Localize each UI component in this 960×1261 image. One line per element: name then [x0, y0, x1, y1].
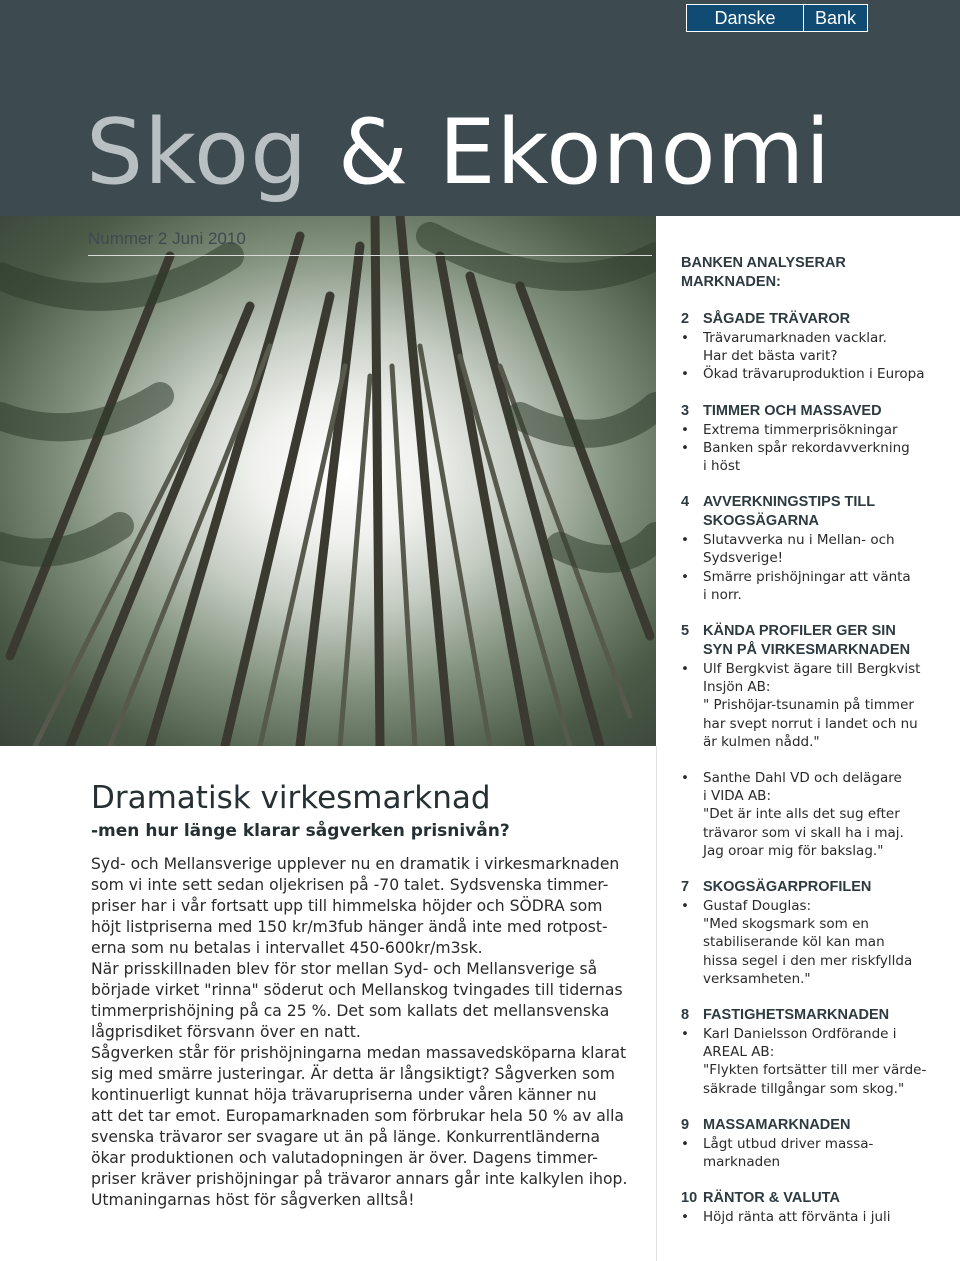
section-title-line: MASSAMARKNADEN [703, 1116, 851, 1133]
lead-article [91, 778, 651, 1211]
section-title-line: AVVERKNINGSTIPS TILL [703, 494, 876, 511]
section-title-text [703, 402, 882, 421]
bullet-icon: • [681, 1026, 689, 1043]
article-line: När prisskillnaden blev för stor mellan Syd- och Mellansverige så [91, 960, 598, 978]
bullet-line: är kulmen nådd." [703, 733, 820, 750]
page-number: 7 [681, 879, 690, 896]
page-number: 4 [681, 494, 690, 511]
section-title [681, 878, 949, 897]
contents-section [681, 402, 949, 476]
logo-text-right: Bank [804, 5, 867, 31]
contents-section [681, 1006, 949, 1098]
publication-title [86, 88, 831, 218]
section-title [681, 622, 949, 660]
bullet-line: Höjd ränta att förvänta i juli [703, 1209, 891, 1226]
section-title-text [703, 622, 910, 660]
bullet-line: Ökad trävaruproduktion i Europa [703, 366, 925, 383]
bullet-line: Gustaf Douglas: [703, 898, 812, 915]
bullet-icon: • [681, 421, 689, 438]
section-title-text [703, 1116, 850, 1135]
bullet-list [681, 421, 949, 476]
bullet-list [681, 1025, 949, 1098]
bullet-line: hissa segel i den mer riskfyllda [703, 952, 913, 969]
bullet-line: Slutavverka nu i Mellan- och [703, 532, 895, 549]
section-title-text [703, 1189, 840, 1208]
bullet-item [681, 365, 949, 383]
section-title [681, 493, 949, 531]
bullet-item [681, 531, 949, 567]
bullet-line: i höst [703, 458, 741, 475]
section-title-text [703, 493, 875, 531]
section-title-line: KÄNDA PROFILER GER SIN [703, 623, 896, 640]
bullet-icon: • [681, 661, 689, 678]
bullet-list [681, 1208, 949, 1226]
bullet-text [703, 421, 898, 439]
bullet-item [681, 421, 949, 439]
bullet-icon: • [681, 366, 689, 383]
contents-sidebar [681, 254, 949, 1245]
bullet-line: Trävarumarknaden vacklar. [703, 330, 887, 346]
bullet-icon: • [681, 532, 689, 549]
masthead [0, 0, 960, 216]
article-line: att det tar emot. Europamarknaden som förbrukar hela 50 % av alla [91, 1107, 624, 1125]
bullet-icon: • [681, 1209, 689, 1226]
contents-heading-line: BANKEN ANALYSERAR [681, 255, 846, 271]
bullet-line: Banken spår rekordavverkning [703, 439, 910, 456]
bullet-text [703, 568, 911, 604]
section-title-text [703, 1006, 889, 1025]
bullet-item [681, 769, 949, 860]
bullet-line: Sydsverige! [703, 550, 784, 567]
forest-photo [0, 216, 656, 746]
bullet-item [681, 660, 949, 751]
bullet-icon: • [681, 1135, 689, 1152]
bullet-line: Insjön AB: [703, 679, 771, 696]
article-line: svenska trävaror ser svagare ut än på länge. Konkurrentländerna [91, 1128, 601, 1146]
article-line: timmerprishöjning på ca 25 %. Det som kallats det mellansvenska [91, 1002, 610, 1020]
bullet-line: trävaror som vi skall ha i maj. [703, 824, 904, 841]
title-part1: Skog [86, 100, 309, 205]
section-title [681, 310, 949, 329]
bullet-item [681, 897, 949, 988]
bullet-text [703, 1135, 873, 1171]
bullet-line: AREAL AB: [703, 1044, 775, 1061]
bullet-text [703, 660, 920, 751]
page-number: 2 [681, 311, 690, 327]
bullet-text [703, 1208, 891, 1226]
section-title-line: RÄNTOR & VALUTA [703, 1190, 840, 1207]
article-line: erna som nu betalas i intervallet 450-600kr/m3sk. [91, 939, 483, 957]
article-body [91, 854, 651, 1211]
bullet-item [681, 439, 949, 475]
contents-section [681, 878, 949, 988]
article-line: lågprisdiket försvann över en natt. [91, 1023, 361, 1041]
bullet-line: säkrade tillgångar som skog." [703, 1080, 905, 1097]
bullet-text [703, 365, 924, 383]
article-line: priser kräver prishöjningar på trävaror annars går inte kalkylen ihop. [91, 1170, 628, 1188]
section-title [681, 1006, 949, 1025]
bullet-line: Jag oroar mig för bakslag." [703, 842, 884, 859]
bullet-text [703, 329, 887, 365]
logo-text-left: Danske [687, 5, 804, 31]
bullet-item [681, 1025, 949, 1098]
bullet-line: "Med skogsmark som en [703, 916, 869, 933]
bullet-icon: • [681, 568, 689, 585]
bullet-line: marknaden [703, 1154, 781, 1171]
contents-sections [681, 310, 949, 1227]
page-number: 3 [681, 402, 690, 419]
bullet-line: stabiliserande köl kan man [703, 934, 885, 951]
bullet-item [681, 568, 949, 604]
bullet-list [681, 329, 949, 384]
bullet-line: i norr. [703, 586, 742, 603]
section-title-text [703, 310, 850, 329]
bullet-text [703, 897, 912, 988]
page-number: 8 [681, 1007, 690, 1024]
bullet-line: Smärre prishöjningar att vänta [703, 568, 911, 585]
issue-divider [88, 255, 652, 256]
bullet-list [681, 1135, 949, 1171]
bullet-item [681, 329, 949, 365]
bullet-icon: • [681, 898, 689, 915]
section-title-line: TIMMER OCH MASSAVED [703, 402, 882, 419]
section-title [681, 1189, 949, 1208]
article-line: kontinuerligt kunnat höja trävarupriserna under våren känner nu [91, 1086, 597, 1104]
contents-heading [681, 254, 949, 292]
bullet-text [703, 439, 910, 475]
bullet-item [681, 1208, 949, 1226]
bullet-text [703, 531, 895, 567]
bullet-line: verksamheten." [703, 970, 811, 987]
section-title-line: SYN PÅ VIRKESMARKNADEN [703, 642, 911, 659]
forest-trees-illustration [0, 216, 656, 746]
issue-label: Nummer 2 Juni 2010 [88, 229, 246, 248]
article-subtitle: -men hur länge klarar sågverken prisnivån? [91, 821, 510, 841]
article-line: som vi inte sett sedan oljekrisen på -70 talet. Sydsvenska timmer- [91, 876, 609, 894]
bullet-line: Lågt utbud driver massa- [703, 1135, 874, 1152]
bullet-text [703, 1025, 926, 1098]
article-line: priser har i vår fortsatt upp till himmelska höjder och SÖDRA som [91, 897, 603, 915]
bullet-line: "Det är inte alls det sug efter [703, 806, 900, 823]
section-title [681, 402, 949, 421]
column-divider [656, 746, 657, 1261]
bullet-line: har svept norrut i landet och nu [703, 715, 918, 732]
contents-section [681, 622, 949, 860]
bullet-icon: • [681, 770, 689, 787]
page-number: 9 [681, 1116, 690, 1133]
article-title: Dramatisk virkesmarknad [91, 780, 491, 816]
bullet-line: Ulf Bergkvist ägare till Bergkvist [703, 661, 921, 678]
article-line: ökar produktionen och valutadopningen är över. Dagens timmer- [91, 1149, 598, 1167]
bullet-list [681, 897, 949, 988]
page-number: 5 [681, 623, 690, 640]
danske-bank-logo [686, 4, 868, 32]
contents-section [681, 1189, 949, 1226]
article-line: höjt listpriserna med 150 kr/m3fub hänger ändå inte med rotpost- [91, 918, 608, 936]
bullet-line: Santhe Dahl VD och delägare [703, 770, 902, 787]
bullet-line: "Flykten fortsätter till mer värde- [703, 1062, 927, 1079]
section-title-line: SKOGSÄGARPROFILEN [703, 879, 872, 896]
bullet-icon: • [681, 439, 689, 456]
bullet-line: i VIDA AB: [703, 788, 771, 805]
bullet-list [681, 660, 949, 860]
page-number: 10 [681, 1190, 698, 1207]
bullet-line: Karl Danielsson Ordförande i [703, 1026, 897, 1043]
bullet-item [681, 1135, 949, 1171]
article-line: Syd- och Mellansverige upplever nu en dramatik i virkesmarknaden [91, 855, 620, 873]
bullet-line: Har det bästa varit? [703, 348, 838, 365]
article-line: började virket "rinna" söderut och Mellanskog tvingades till tidernas [91, 981, 623, 999]
section-title-line: FASTIGHETSMARKNADEN [703, 1007, 890, 1024]
title-part2: & Ekonomi [337, 100, 832, 205]
article-line: Sågverken står för prishöjningarna medan massavedsköparna klarat [91, 1044, 627, 1062]
contents-section [681, 310, 949, 384]
article-line: sig med smärre justeringar. Är detta är långsiktigt? Sågverken som [91, 1065, 615, 1083]
bullet-text [703, 769, 904, 860]
bullet-icon: • [681, 330, 689, 346]
section-title-line: SÅGADE TRÄVAROR [703, 311, 851, 327]
section-title-line: SKOGSÄGARNA [703, 513, 820, 530]
contents-heading-line: MARKNADEN: [681, 274, 781, 290]
section-title-text [703, 878, 871, 897]
contents-section [681, 1116, 949, 1171]
article-line: Utmaningarnas höst för sågverken alltså! [91, 1191, 415, 1209]
section-title [681, 1116, 949, 1135]
bullet-line: " Prishöjar-tsunamin på timmer [703, 697, 914, 714]
bullet-line: Extrema timmerprisökningar [703, 421, 898, 438]
contents-section [681, 493, 949, 604]
bullet-list [681, 531, 949, 604]
